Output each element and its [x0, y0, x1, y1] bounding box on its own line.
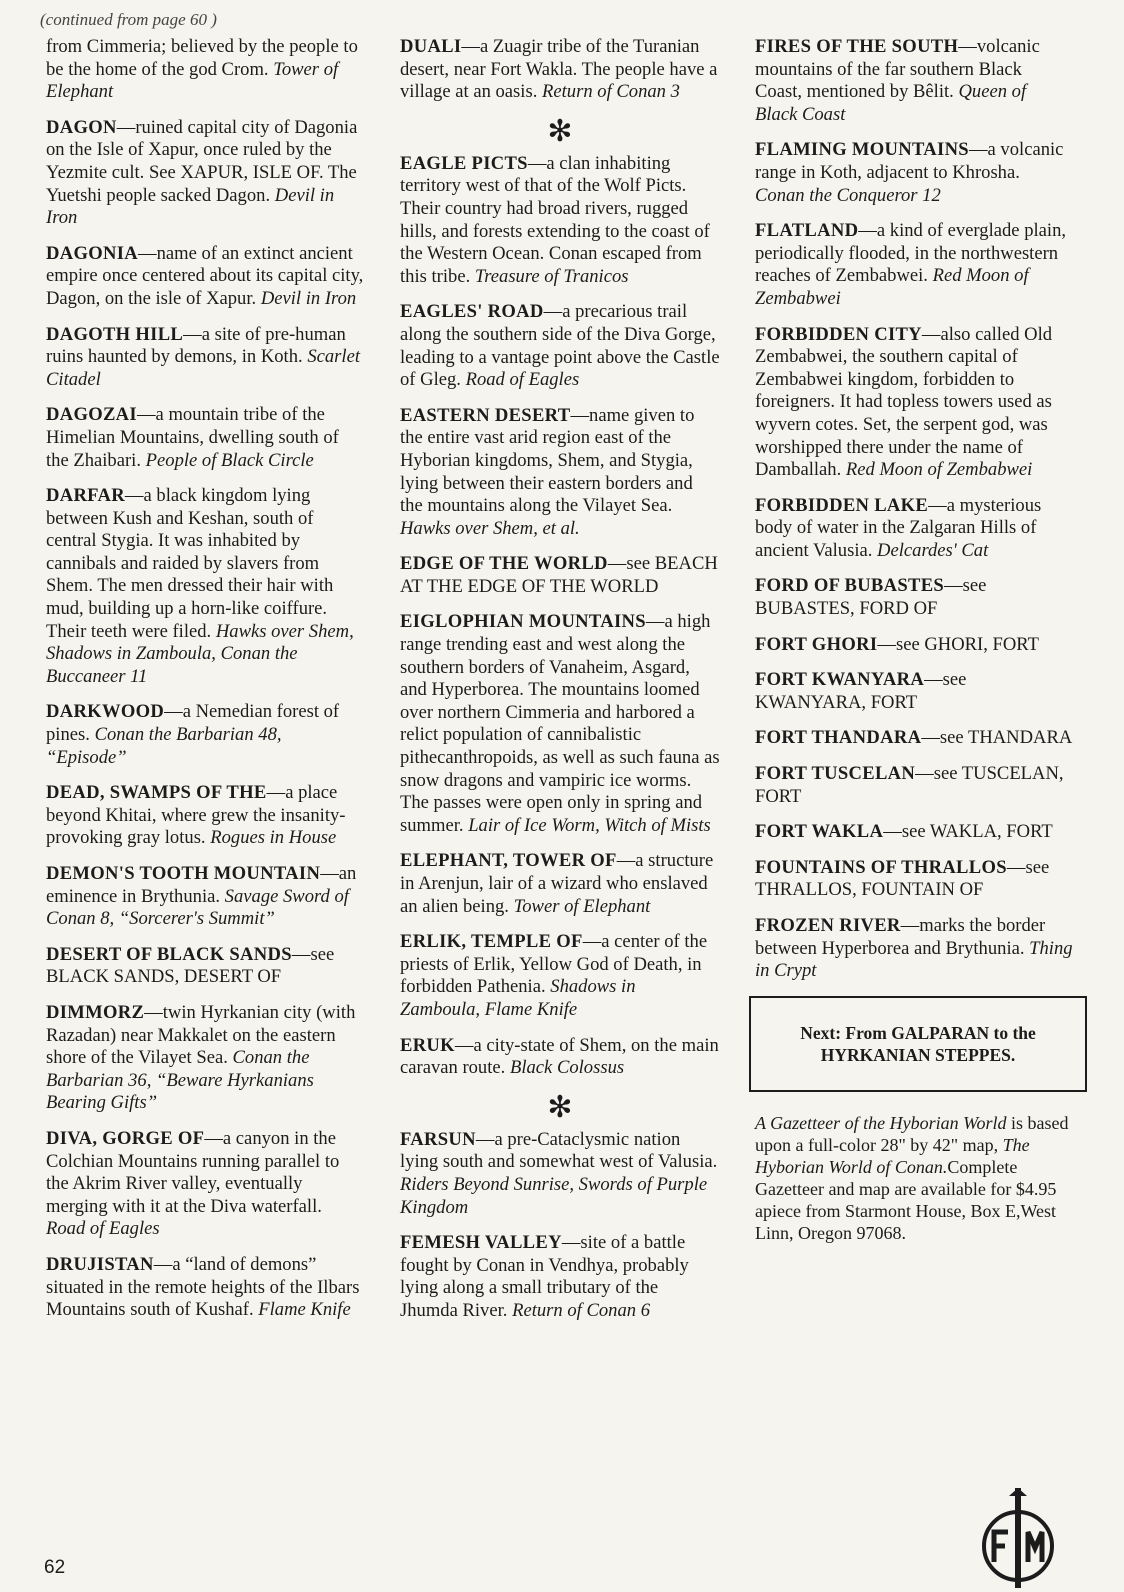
column-2 [400, 36, 720, 1336]
entry-source: Hawks over Shem, Shadows in Zamboula, Conan the Buccaneer 11 [46, 620, 354, 687]
entry-description: —a site of pre-human ruins haunted by demons, in Koth. [46, 323, 346, 368]
entry-description: —see THANDARA [921, 727, 1073, 749]
entry-description: —ruined capital city of Dagonia on the Isle of Xapur, once ruled by the Yezmite cult. See XAPUR, ISLE OF. The Yuetshi people sacked Dagon. [46, 116, 358, 206]
entry-headword: FORT GHORI [755, 633, 878, 655]
gazetteer-entry [755, 220, 1073, 310]
entry-headword: EIGLOPHIAN MOUNTAINS [400, 611, 646, 633]
gazetteer-entry [400, 36, 720, 104]
page-number: 62 [44, 1557, 66, 1578]
blurb-title: A Gazetteer of the Hyborian World [755, 1112, 1007, 1133]
entry-source: Road of Eagles [46, 1218, 160, 1240]
gazetteer-entry [400, 301, 720, 391]
entry-source: Black Colossus [509, 1057, 625, 1079]
entry-headword: DRUJISTAN [46, 1253, 154, 1275]
gazetteer-entry [755, 495, 1073, 563]
entry-headword: FOUNTAINS OF THRALLOS [755, 856, 1007, 878]
entry-description: —a mysterious body of water in the Zalgaran Hills of ancient Valusia. [755, 494, 1042, 561]
entry-source: Queen of Black Coast [755, 81, 1027, 125]
gazetteer-entry [400, 153, 720, 289]
entry-description: from Cimmeria; believed by the people to be the home of the god Crom. [46, 36, 358, 80]
entry-headword: FROZEN RIVER [755, 915, 901, 936]
gazetteer-entry [755, 575, 1073, 620]
entry-headword: DESERT OF BLACK SANDS [46, 943, 292, 965]
entry-source: Riders Beyond Sunrise, Swords of Purple Kingdom [400, 1173, 708, 1218]
gazetteer-entry [400, 931, 720, 1021]
entry-headword: DAGONIA [46, 242, 138, 264]
gazetteer-entry [46, 36, 364, 104]
entry-source: Hawks over Shem, et al. [400, 517, 580, 539]
entry-headword: FORD OF BUBASTES [755, 575, 945, 597]
entry-description: —twin Hyrkanian city (with Razadan) near Makkalet on the eastern shore of the Vilayet Sea. [46, 1001, 356, 1069]
entry-headword: DEMON'S TOOTH MOUNTAIN [46, 863, 321, 884]
entry-description: —a precarious trail along the southern side of the Diva Gorge, leading to a vantage point above the Castle of Gleg. [400, 301, 720, 391]
gazetteer-entry [46, 404, 364, 472]
entry-description: —a “land of demons” situated in the remote heights of the Ilbars Mountains south of Kushaf. [46, 1253, 360, 1321]
entry-source: Flame Knife [258, 1299, 351, 1321]
gazetteer-entry [755, 634, 1073, 657]
gazetteer-entry [46, 782, 364, 850]
entry-headword: EDGE OF THE WORLD [400, 553, 608, 575]
entry-source: Savage Sword of Conan 8, “Sorcerer's Summit” [46, 885, 349, 930]
entry-headword: DAGOZAI [46, 404, 137, 426]
gazetteer-entry [46, 1002, 364, 1115]
entry-description: —a high range trending east and west along the southern borders of Vanaheim, Asgard, and Hyperborea. The mountains loomed over northern Cimmeria and harbored a relict population of cannibalistic pithecanthropoids, as well as such fauna as snow dragons and vampiric ice worms. The passes were open only in spring and summer. [400, 611, 720, 836]
entry-description: —see TUSCELAN, FORT [755, 763, 1064, 807]
entry-source: Return of Conan 6 [512, 1299, 650, 1321]
entry-description: —see GHORI, FORT [877, 633, 1039, 655]
gazetteer-entry [755, 669, 1073, 714]
entry-description: —see KWANYARA, FORT [755, 669, 967, 713]
gazetteer-entry [400, 1129, 720, 1219]
next-issue-box [749, 996, 1087, 1092]
entry-source: Delcardes' Cat [877, 539, 989, 561]
gazetteer-entry [46, 243, 364, 311]
entry-headword: DEAD, SWAMPS OF THE [46, 782, 267, 804]
entry-description: —a canyon in the Colchian Mountains running parallel to the Akrim River valley, eventually merging with it at the Diva waterfall. [46, 1127, 340, 1217]
entry-headword: FLAMING MOUNTAINS [755, 139, 969, 161]
entry-description: —an eminence in Brythunia. [46, 863, 357, 907]
entry-description: —a Nemedian forest of pines. [46, 701, 340, 746]
gazetteer-entry [755, 324, 1073, 482]
entry-headword: DARFAR [46, 485, 125, 507]
entry-description: —name given to the entire vast arid region east of the Hyborian kingdoms, Shem, and Stygia, lying between their eastern borders and the mountains along the Vilayet Sea. [400, 404, 695, 517]
entry-source: Conan the Conqueror 12 [755, 184, 941, 206]
gazetteer-entry [755, 915, 1073, 983]
entry-headword: FORBIDDEN CITY [755, 323, 922, 345]
entry-description: —a black kingdom lying between Kush and Keshan, south of central Stygia. It was inhabited by cannibals and raided by slavers from Shem. The men dressed their hair with mud, building up a horn-like coiffure. Their teeth were filed. [46, 485, 334, 642]
entry-headword: FARSUN [400, 1128, 476, 1150]
entry-description: —volcanic mountains of the far southern Black Coast, mentioned by Bêlit. [755, 36, 1040, 103]
entry-headword: EAGLE PICTS [400, 152, 528, 174]
entry-source: Devil in Iron [46, 184, 335, 229]
entry-headword: FIRES OF THE SOUTH [755, 36, 959, 57]
entry-source: Conan the Barbarian 48, “Episode” [46, 724, 282, 768]
continued-note: (continued from page 60 ) [40, 10, 217, 29]
entry-description: —see THRALLOS, FOUNTAIN OF [755, 856, 1050, 901]
entry-source: Red Moon of Zembabwei [845, 459, 1033, 481]
entry-source: Rogues in House [210, 827, 337, 849]
entry-description: —a clan inhabiting territory west of that of the Wolf Picts. Their country had broad rivers, rugged hills, and forests extending to the coast of the Western Ocean. Conan escaped from this tribe. [400, 152, 710, 287]
entry-source: Devil in Iron [260, 287, 357, 309]
gazetteer-entry [755, 763, 1073, 808]
next-issue-line-2: HYRKANIAN STEPPES. [820, 1044, 1016, 1065]
gazetteer-entry [755, 821, 1073, 844]
entry-source: Red Moon of Zembabwei [755, 265, 1029, 309]
gazetteer-blurb [755, 1112, 1073, 1244]
entry-source: Tower of Elephant [513, 895, 651, 917]
entry-source: Treasure of Tranicos [474, 265, 629, 287]
gazetteer-entry [755, 36, 1073, 126]
entry-description: —a structure in Arenjun, lair of a wizard who enslaved an alien being. [400, 850, 714, 917]
gazetteer-entry [46, 701, 364, 769]
entry-headword: FORT WAKLA [755, 821, 884, 843]
gazetteer-entry [400, 405, 720, 541]
column-1 [46, 36, 364, 1335]
entry-description: —a city-state of Shem, on the main caravan route. [400, 1034, 719, 1079]
entry-source: Thing in Crypt [755, 937, 1073, 982]
gazetteer-entry [46, 485, 364, 688]
entry-description: —marks the border between Hyperborea and Brythunia. [755, 915, 1046, 959]
entry-source: Return of Conan 3 [542, 81, 680, 103]
entry-headword: FEMESH VALLEY [400, 1232, 562, 1254]
gazetteer-entry [400, 1035, 720, 1080]
entry-headword: FORT THANDARA [755, 727, 922, 749]
entry-description: —a mountain tribe of the Himelian Mountains, dwelling south of the Zhaibari. [46, 404, 339, 471]
entry-description: —see BUBASTES, FORD OF [755, 575, 987, 620]
entry-description: —a place beyond Khitai, where grew the insanity-provoking gray lotus. [46, 782, 346, 849]
entry-headword: DARKWOOD [46, 701, 165, 723]
entry-headword: EASTERN DESERT [400, 404, 571, 426]
entry-description: —a center of the priests of Erlik, Yellow God of Death, in forbidden Pathenia. [400, 931, 708, 998]
gazetteer-entry [755, 857, 1073, 902]
entry-headword: DAGON [46, 116, 117, 138]
entry-description: —see BEACH AT THE EDGE OF THE WORLD [400, 553, 718, 597]
entry-headword: FORBIDDEN LAKE [755, 494, 929, 516]
gazetteer-entry [46, 944, 364, 989]
entry-headword: EAGLES' ROAD [400, 301, 544, 323]
column-3 [755, 36, 1073, 1244]
blurb-part2: Complete Gazetteer and map are available for $4.95 apiece from Starmont House, Box E,West Linn, Oregon 97068. [755, 1156, 1057, 1243]
entry-description: —site of a battle fought by Conan in Vendhya, probably lying along a small tributary of the Jhumda River. [400, 1232, 689, 1321]
blurb-map-title: The Hyborian World of Conan. [755, 1134, 1030, 1177]
entry-headword: FLATLAND [755, 220, 859, 242]
next-issue-line-1: Next: From GALPARAN to the [800, 1022, 1036, 1043]
entry-description: —also called Old Zembabwei, the southern capital of Zembabwei kingdom, forbidden to foreigners. It had topless towers used as wyvern cotes. Set, the serpent god, was worshipped there under the name of Damballah. [755, 323, 1053, 481]
gazetteer-entry [46, 1128, 364, 1241]
entry-headword: DIMMORZ [46, 1001, 145, 1023]
column-3-footer [755, 996, 1073, 1244]
gazetteer-entry [400, 553, 720, 598]
blurb-part1: is based upon a full-color 28" by 42" map, [755, 1112, 1069, 1155]
gazetteer-entry [400, 850, 720, 918]
entry-source: Scarlet Citadel [46, 346, 360, 390]
entry-headword: FORT TUSCELAN [755, 763, 916, 785]
gazetteer-entry [46, 1254, 364, 1322]
entry-description: —see BLACK SANDS, DESERT OF [46, 943, 335, 988]
entry-source: Lair of Ice Worm, Witch of Mists [468, 814, 711, 836]
gazetteer-entry [46, 324, 364, 392]
gazetteer-entry [46, 117, 364, 230]
gazetteer-entry [400, 611, 720, 837]
entry-description: —name of an extinct ancient empire once centered about its capital city, Dagon, on the isle of Xapur. [46, 242, 364, 309]
gazetteer-entry [755, 139, 1073, 207]
entry-description: —see WAKLA, FORT [883, 821, 1053, 843]
fm-monogram-icon [978, 1488, 1058, 1588]
entry-source: Road of Eagles [465, 369, 580, 391]
entry-headword: DIVA, GORGE OF [46, 1127, 205, 1149]
entry-description: —a kind of everglade plain, periodically flooded, in the northwestern reaches of Zembabwei. [755, 220, 1067, 287]
entry-headword: ELEPHANT, TOWER OF [400, 850, 617, 872]
entry-headword: DAGOTH HILL [46, 323, 184, 345]
entry-description: —a volcanic range in Koth, adjacent to Khrosha. [755, 139, 1064, 183]
entry-description: —a pre-Cataclysmic nation lying south and somewhat west of Valusia. [400, 1128, 718, 1173]
entry-headword: ERLIK, TEMPLE OF [400, 931, 583, 953]
entry-headword: ERUK [400, 1034, 455, 1056]
section-asterisk-divider: ✻ [547, 114, 573, 148]
entry-headword: DUALI [400, 36, 462, 57]
entry-description: —a Zuagir tribe of the Turanian desert, near Fort Wakla. The people have a village at an oasis. [400, 36, 718, 103]
section-asterisk-divider: ✻ [547, 1090, 573, 1124]
entry-source: Conan the Barbarian 36, “Beware Hyrkanians Bearing Gifts” [46, 1047, 314, 1114]
entry-source: Tower of Elephant [46, 58, 339, 103]
gazetteer-entry [400, 1232, 720, 1322]
entry-source: People of Black Circle [145, 449, 314, 471]
gazetteer-entry [46, 863, 364, 931]
entry-source: Shadows in Zamboula, Flame Knife [400, 976, 636, 1020]
gazetteer-entry [755, 727, 1073, 750]
entry-headword: FORT KWANYARA [755, 669, 925, 691]
